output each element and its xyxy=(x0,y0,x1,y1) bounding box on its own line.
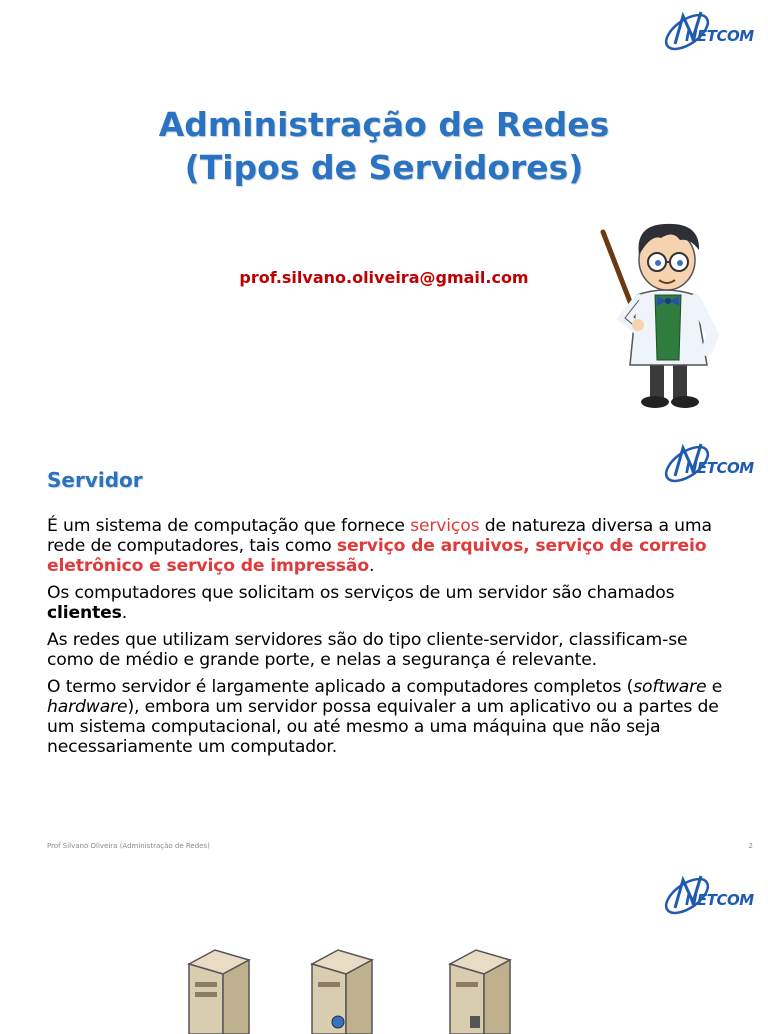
section-heading: Servidor xyxy=(47,468,143,492)
netcom-logo xyxy=(653,432,768,492)
netcom-logo xyxy=(653,0,768,60)
partial-slide xyxy=(0,864,768,1024)
paragraph-4 xyxy=(47,677,737,757)
text-run: Os computadores que solicitam os serviços de um servidor são chamados xyxy=(47,583,675,603)
author-email: prof.silvano.oliveira@gmail.com xyxy=(239,268,529,287)
text-run: . xyxy=(121,603,128,623)
logo-text: NETCOM xyxy=(685,27,754,45)
text-run: ), embora um servidor possa equivaler a um aplicativo ou a partes de um sistema computacional, ou até mesmo a uma máquina que não seja necessariamente um computador. xyxy=(47,697,719,757)
text-run: É um sistema de computação que fornece xyxy=(47,516,411,536)
slide-title xyxy=(0,103,768,189)
content-slide xyxy=(0,432,768,864)
paragraph-2 xyxy=(47,583,737,623)
italic-hardware: hardware xyxy=(47,697,128,717)
netcom-logo xyxy=(653,864,768,924)
paragraph-1 xyxy=(47,516,737,576)
logo-text: NETCOM xyxy=(685,891,754,909)
title-line-1: Administração de Redes xyxy=(158,105,610,144)
text-run: O termo servidor é largamente aplicado a computadores completos ( xyxy=(47,677,634,697)
server-tower-icon xyxy=(436,944,516,1034)
server-tower-icon xyxy=(175,944,255,1034)
logo-text: NETCOM xyxy=(685,459,754,477)
highlight-servicos: serviços xyxy=(410,516,480,536)
text-run: . xyxy=(369,556,375,576)
slide-footer: Prof Silvano Oliveira (Administração de Redes) xyxy=(47,842,210,850)
paragraph-3: As redes que utilizam servidores são do tipo cliente-servidor, classificam-se como de médio e grande porte, e nelas a segurança é relevante. xyxy=(47,630,688,670)
highlight-service-list: serviço de arquivos, serviço de correio eletrônico e serviço de impressão xyxy=(47,536,707,576)
slide-body xyxy=(47,516,737,764)
title-slide xyxy=(0,0,768,432)
text-run: e xyxy=(706,677,723,697)
bold-clientes: clientes xyxy=(47,603,122,623)
page-number: 2 xyxy=(748,842,753,850)
server-tower-icon xyxy=(298,944,378,1034)
italic-software: software xyxy=(633,677,707,697)
text-run: de natureza diversa a uma rede de computadores, tais como xyxy=(47,516,712,556)
professor-illustration xyxy=(595,210,735,415)
title-line-2: (Tipos de Servidores) xyxy=(184,148,584,187)
